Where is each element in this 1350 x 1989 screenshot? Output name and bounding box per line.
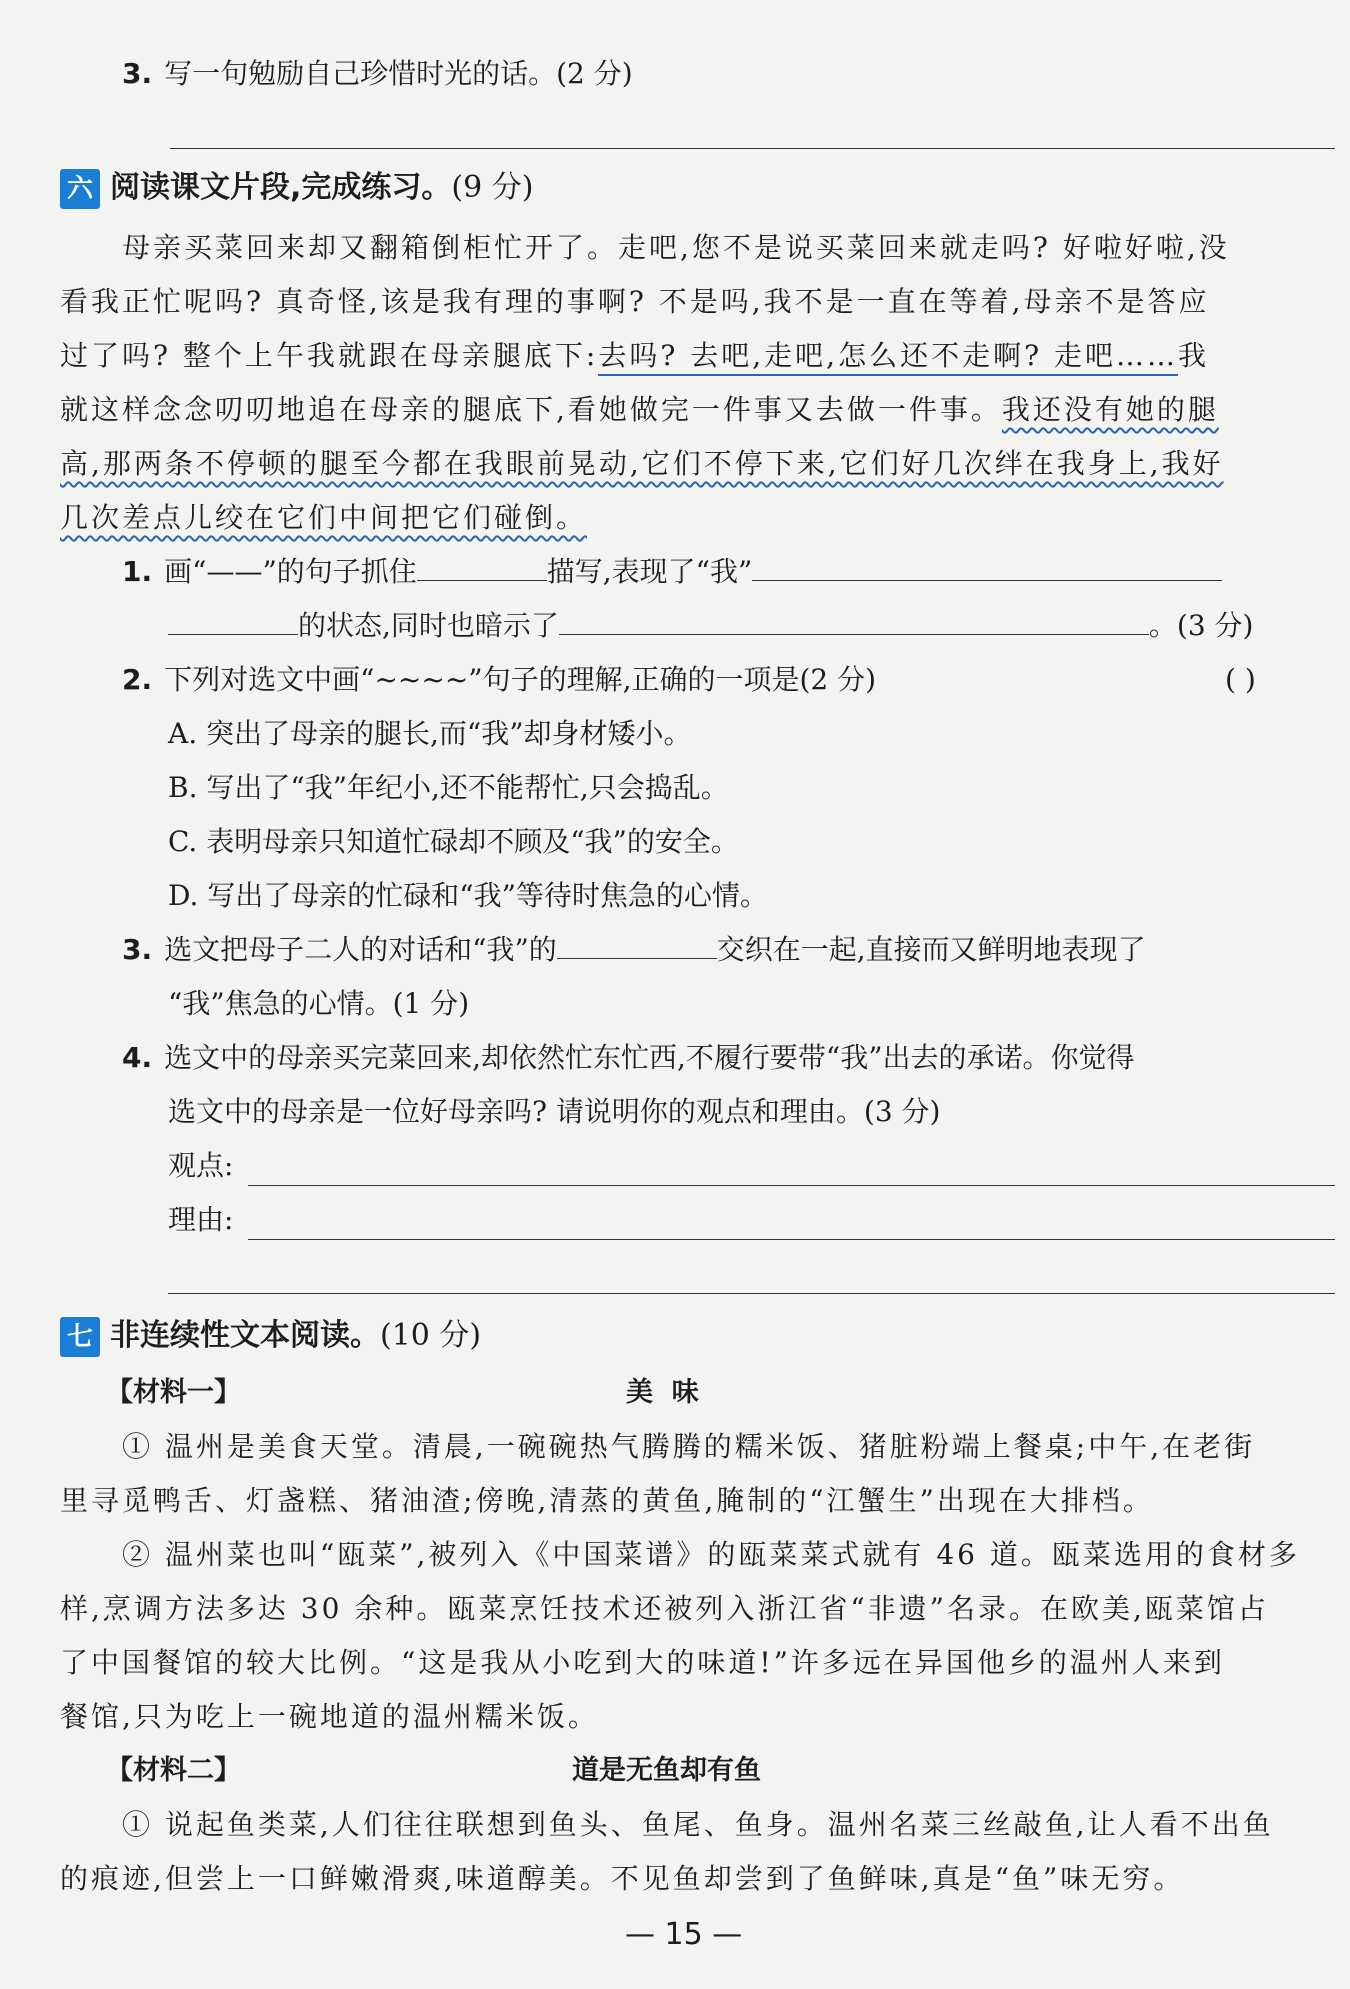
material-paragraph: 餐馆,只为吃上一碗地道的温州糯米饭。 xyxy=(60,1700,599,1733)
material-1-heading: 美 味 xyxy=(626,1377,699,1408)
material-paragraph: 的痕迹,但尝上一口鲜嫩滑爽,味道醇美。不见鱼却尝到了鱼鲜味,真是“鱼”味无穷。 xyxy=(60,1862,1185,1895)
passage-line: 看我正忙呢吗? 真奇怪,该是我有理的事啊? 不是吗,我不是一直在等着,母亲不是答应 xyxy=(60,285,1210,318)
fill-blank[interactable] xyxy=(417,579,547,581)
passage-line xyxy=(60,498,587,538)
fill-blank[interactable] xyxy=(557,957,717,959)
question-3-cont: “我”焦急的心情。(1 分) xyxy=(168,987,470,1020)
passage-line xyxy=(60,444,1224,484)
question-2: 2. 下列对选文中画“~~~~”句子的理解,正确的一项是(2 分) xyxy=(122,663,877,696)
answer-line[interactable] xyxy=(170,148,1335,149)
passage-line: 就这样念念叨叨地追在母亲的腿底下,看她做完一件事又去做一件事。我还没有她的腿 xyxy=(60,393,1219,426)
answer-paren[interactable]: ( ) xyxy=(1225,663,1256,696)
question-3: 3. 选文把母子二人的对话和“我”的 交织在一起,直接而又鲜明地表现了 xyxy=(122,933,1146,966)
option-b[interactable]: B. 写出了“我”年纪小,还不能帮忙,只会捣乱。 xyxy=(168,771,729,804)
question-1: 1. 画“——”的句子抓住 描写,表现了“我” xyxy=(122,552,1222,592)
solid-underlined-sentence: 去吗? 去吧,走吧,怎么还不走啊? 走吧…… xyxy=(598,339,1178,376)
reason-answer-line[interactable] xyxy=(248,1239,1335,1240)
reason-answer-line[interactable] xyxy=(168,1293,1335,1294)
section-6-heading: 六 阅读课文片段,完成练习。(9 分) xyxy=(60,166,533,210)
option-a[interactable]: A. 突出了母亲的腿长,而“我”却身材矮小。 xyxy=(168,717,692,750)
view-answer-line[interactable] xyxy=(248,1185,1335,1186)
question-1-cont: 的状态,同时也暗示了 。(3 分) xyxy=(168,606,1253,646)
wavy-underlined-sentence: 几次差点儿绞在它们中间把它们碰倒。 xyxy=(60,501,588,534)
material-paragraph: 里寻觅鸭舌、灯盏糕、猪油渣;傍晚,清蒸的黄鱼,腌制的“江蟹生”出现在大排档。 xyxy=(60,1484,1154,1517)
passage-line: 过了吗? 整个上午我就跟在母亲腿底下:去吗? 去吧,走吧,怎么还不走啊? 走吧……我 xyxy=(60,336,1209,376)
reason-label: 理由: xyxy=(168,1203,234,1236)
material-paragraph: 了中国餐馆的较大比例。“这是我从小吃到大的味道!”许多远在异国他乡的温州人来到 xyxy=(60,1646,1225,1679)
wavy-underlined-sentence: 高,那两条不停顿的腿至今都在我眼前晃动,它们不停下来,它们好几次绊在我身上,我好 xyxy=(60,447,1224,480)
question-4-cont: 选文中的母亲是一位好母亲吗? 请说明你的观点和理由。(3 分) xyxy=(168,1095,941,1128)
view-label: 观点: xyxy=(168,1149,234,1182)
wavy-underlined-sentence: 我还没有她的腿 xyxy=(1001,393,1219,426)
section-badge: 六 xyxy=(60,169,100,209)
option-d[interactable]: D. 写出了母亲的忙碌和“我”等待时焦急的心情。 xyxy=(168,879,768,912)
fill-blank[interactable] xyxy=(752,579,1222,581)
option-c[interactable]: C. 表明母亲只知道忙碌却不顾及“我”的安全。 xyxy=(168,825,739,858)
material-paragraph: ① 温州是美食天堂。清晨,一碗碗热气腾腾的糯米饭、猪脏粉端上餐桌;中午,在老街 xyxy=(122,1430,1256,1463)
passage-line: 母亲买菜回来却又翻箱倒柜忙开了。走吧,您不是说买菜回来就走吗? 好啦好啦,没 xyxy=(122,231,1230,264)
section-7-heading: 七 非连续性文本阅读。(10 分) xyxy=(60,1314,481,1358)
section-badge: 七 xyxy=(60,1317,100,1357)
material-1-label: 【材料一】 xyxy=(106,1377,241,1408)
page-number: — 15 — xyxy=(625,1917,743,1952)
material-paragraph: ① 说起鱼类菜,人们往往联想到鱼头、鱼尾、鱼身。温州名菜三丝敲鱼,让人看不出鱼 xyxy=(122,1808,1274,1841)
material-paragraph: 样,烹调方法多达 30 余种。瓯菜烹饪技术还被列入浙江省“非遗”名录。在欧美,瓯菜馆占 xyxy=(60,1592,1269,1625)
fill-blank[interactable] xyxy=(559,633,1149,635)
material-paragraph: ② 温州菜也叫“瓯菜”,被列入《中国菜谱》的瓯菜菜式就有 46 道。瓯菜选用的食材多 xyxy=(122,1538,1300,1571)
question-4: 4. 选文中的母亲买完菜回来,却依然忙东忙西,不履行要带“我”出去的承诺。你觉得 xyxy=(122,1041,1135,1074)
question-3-prev: 3. 写一句勉励自己珍惜时光的话。(2 分) xyxy=(122,57,633,90)
fill-blank[interactable] xyxy=(168,633,298,635)
material-2-heading: 道是无鱼却有鱼 xyxy=(572,1755,761,1786)
material-2-label: 【材料二】 xyxy=(106,1755,241,1786)
